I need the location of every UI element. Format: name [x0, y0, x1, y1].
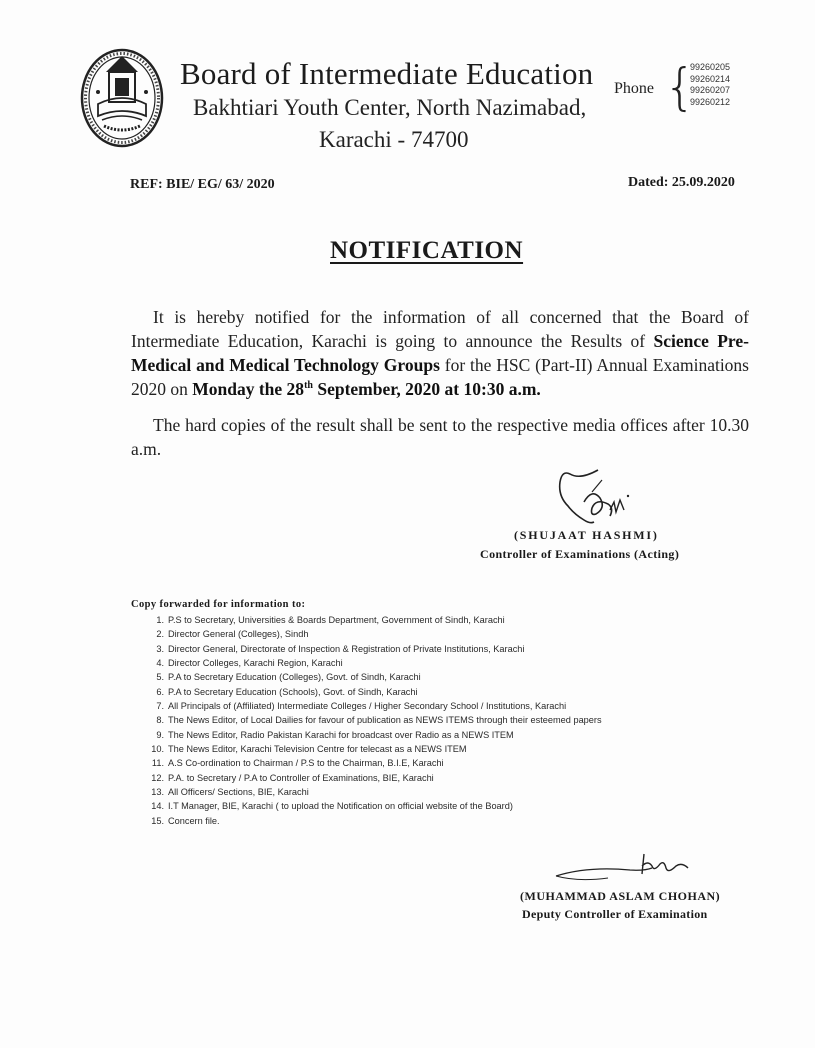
p1-date: [192, 379, 541, 399]
list-item: 6. P.A to Secretary Education (Schools), Govt. of Sindh, Karachi: [156, 686, 418, 697]
phone-number: 99260207: [690, 85, 731, 95]
notice-paragraph-1: [131, 305, 749, 401]
signature-1-icon: [540, 462, 640, 532]
list-item: 10. The News Editor, Karachi Television Centre for telecast as a NEWS ITEM: [151, 744, 467, 755]
notification-title: NOTIFICATION: [330, 237, 524, 264]
board-seal-icon: [78, 42, 166, 150]
p1-groups: Science Pre-Medical and Medical Technology Groups: [131, 331, 749, 375]
list-item: 4. Director Colleges, Karachi Region, Karachi: [156, 658, 343, 669]
signatory-2-title: Deputy Controller of Examination: [522, 907, 708, 921]
phone-number: 99260205: [690, 62, 731, 72]
p1-text-c: for the HSC (Part-II) Annual Examinations 2020 on: [131, 355, 749, 399]
phone-numbers: [690, 62, 730, 108]
list-item: 14. I.T Manager, BIE, Karachi ( to upload the Notification on official website of the Board): [151, 801, 513, 812]
phone-number: 99260212: [690, 96, 731, 107]
list-item: 9. The News Editor, Radio Pakistan Karachi for broadcast over Radio as a NEWS ITEM: [156, 729, 514, 740]
copy-heading: Copy forwarded for information to:: [131, 599, 306, 610]
brace-glyph: {: [664, 58, 696, 116]
phone-label: Phone: [614, 80, 654, 97]
p2-text: The hard copies of the result shall be sent to the respective media offices after 10.30 a.m.: [131, 415, 749, 459]
address-line-2: Karachi - 74700: [319, 127, 469, 152]
phone-number: 99260214: [690, 73, 731, 84]
p1-day: Monday the 28: [192, 379, 305, 399]
list-item: 7. All Principals of (Affiliated) Intermediate Colleges / Higher Secondary School / Institutions, Karachi: [156, 701, 567, 712]
signatory-1-name: (SHUJAAT HASHMI): [514, 528, 659, 542]
org-name: Board of Intermediate Education: [180, 56, 594, 91]
copy-list: [134, 613, 602, 828]
address-line-1: Bakhtiari Youth Center, North Nazimabad,: [193, 95, 587, 120]
list-item: 11. A.S Co-ordination to Chairman / P.S to the Chairman, B.I.E, Karachi: [151, 758, 444, 769]
list-item: 2. Director General (Colleges), Sindh: [156, 629, 309, 640]
list-item: 8. The News Editor, of Local Dailies for favour of publication as NEWS ITEMS through their esteemed papers: [156, 715, 602, 726]
reference-number: REF: BIE/ EG/ 63/ 2020: [130, 177, 275, 192]
p1-time: September, 2020 at 10:30 a.m.: [312, 379, 541, 399]
signatory-2-name: (MUHAMMAD ASLAM CHOHAN): [520, 889, 721, 903]
list-item: 15. Concern file.: [151, 815, 220, 826]
list-item: 12. P.A. to Secretary / P.A to Controller of Examinations, BIE, Karachi: [151, 772, 434, 783]
list-item: 13. All Officers/ Sections, BIE, Karachi: [151, 787, 309, 798]
date: Dated: 25.09.2020: [628, 175, 735, 190]
list-item: 1. P.S to Secretary, Universities & Boards Department, Government of Sindh, Karachi: [156, 615, 505, 625]
signatory-1-title: Controller of Examinations (Acting): [480, 547, 680, 561]
list-item: 5. P.A to Secretary Education (Colleges), Govt. of Sindh, Karachi: [156, 672, 421, 683]
signature-2-icon: [548, 848, 698, 888]
list-item: 3. Director General, Directorate of Inspection & Registration of Private Institutions, Karachi: [156, 643, 525, 654]
notice-paragraph-2: [131, 413, 749, 461]
p1-ordinal: th: [304, 380, 313, 392]
p1-text-a: It is hereby notified for the information of all concerned that the Board of Intermediate Education, Karachi is going to announce the Results of: [131, 307, 749, 351]
